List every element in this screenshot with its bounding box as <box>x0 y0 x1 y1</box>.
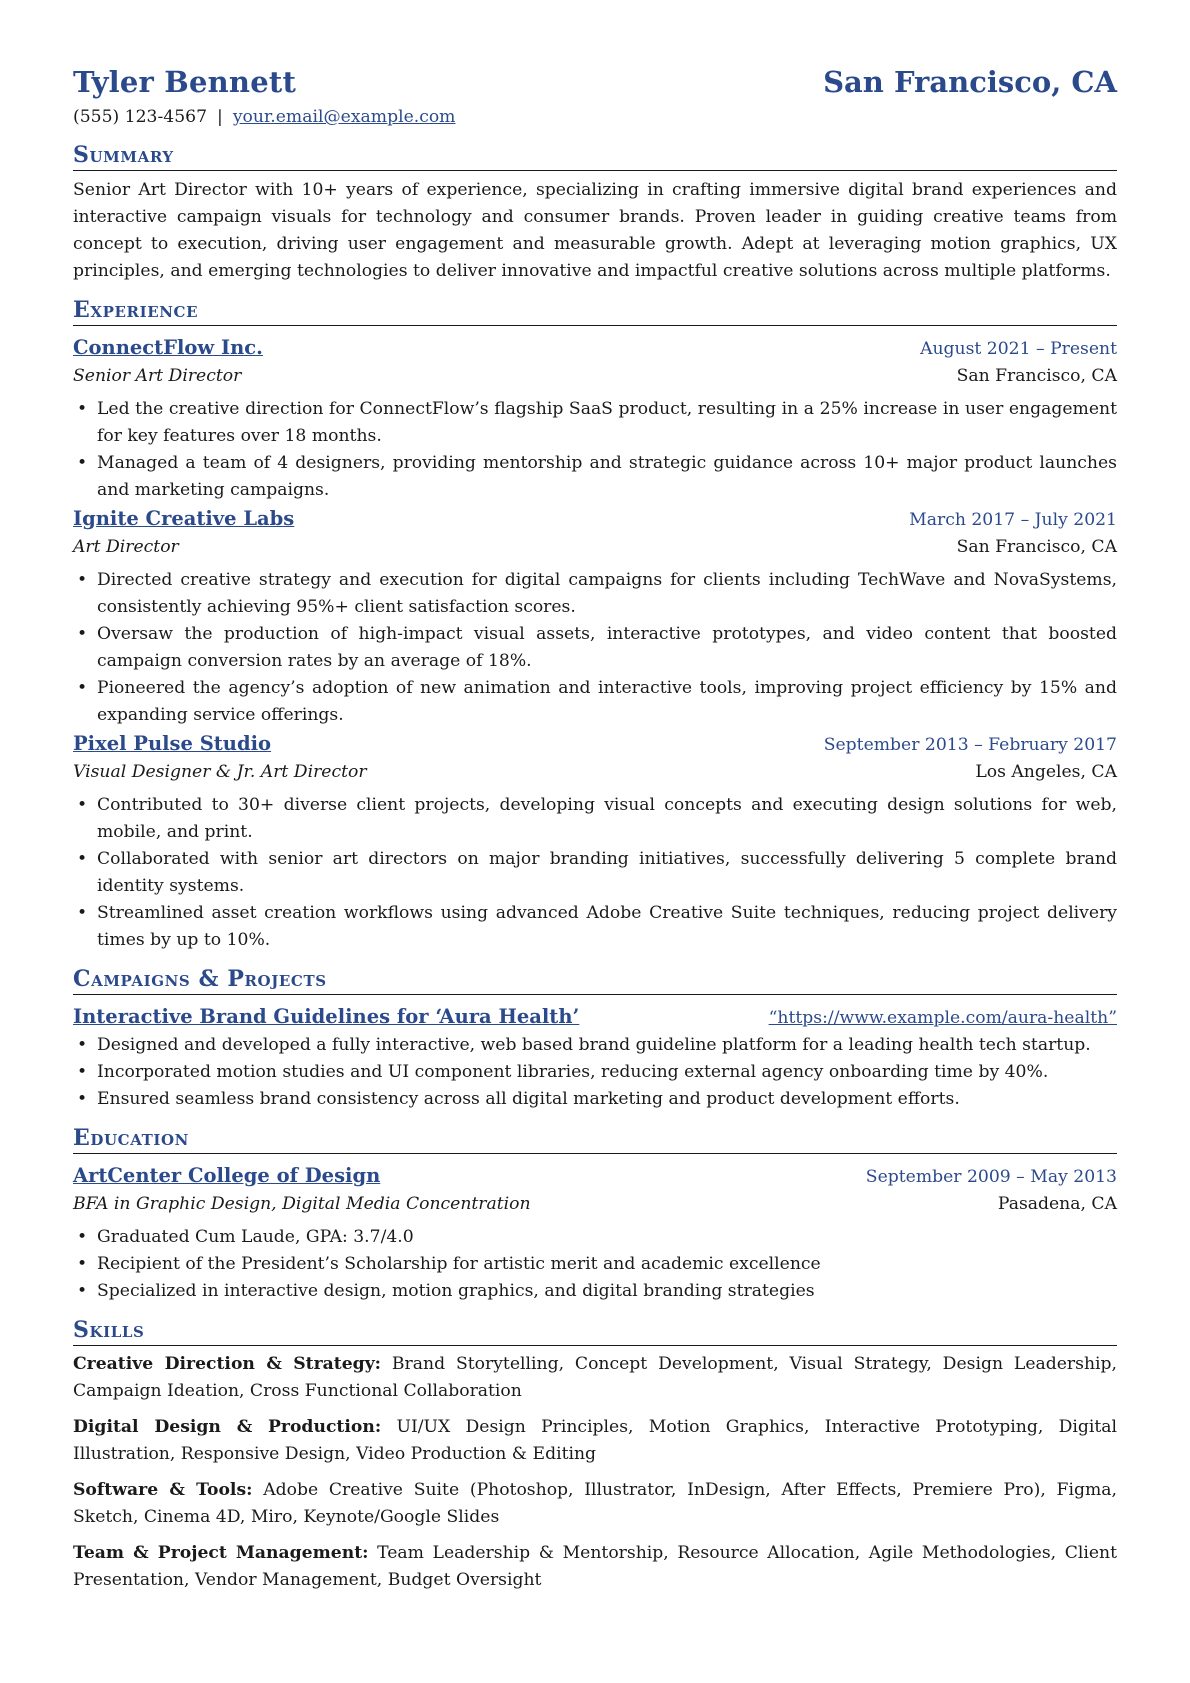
entry-subheading-row <box>73 534 1117 561</box>
entry-subheading-row <box>73 1191 1117 1218</box>
project-entry <box>73 1002 1117 1113</box>
section-title-education: Education <box>73 1123 1117 1154</box>
education-dates: September 2009 – May 2013 <box>865 1167 1117 1187</box>
job-location: San Francisco, CA <box>956 537 1117 557</box>
employment-dates: March 2017 – July 2021 <box>909 510 1117 530</box>
education-entry <box>73 1161 1117 1305</box>
entry-heading-row <box>73 1002 1117 1032</box>
entry-heading-row <box>73 504 1117 534</box>
job-location: Los Angeles, CA <box>975 762 1117 782</box>
skill-label: Team & Project Management: <box>73 1543 369 1563</box>
bullet-list <box>73 792 1117 954</box>
company-name[interactable]: ConnectFlow Inc. <box>73 336 263 359</box>
entry-subheading-row <box>73 759 1117 786</box>
bullet-list <box>73 1032 1117 1113</box>
list-item: • Designed and developed a fully interactive, web based brand guideline platform for a leading health tech startup. <box>97 1032 1117 1059</box>
degree: BFA in Graphic Design, Digital Media Concentration <box>73 1194 531 1214</box>
job-title: Senior Art Director <box>73 366 242 386</box>
contact-line <box>73 104 1117 130</box>
bullet-list <box>73 567 1117 729</box>
experience-entry <box>73 333 1117 504</box>
list-item: • Streamlined asset creation workflows using advanced Adobe Creative Suite techniques, reducing project delivery times by up to 10%. <box>97 900 1117 954</box>
skill-text: Brand Storytelling, Concept Development, Visual Strategy, Design Leadership, Campaign Ideation, Cross Functional Collaboration <box>73 1354 1117 1401</box>
list-item: • Graduated Cum Laude, GPA: 3.7/4.0 <box>97 1224 1117 1251</box>
project-title[interactable]: Interactive Brand Guidelines for ‘Aura Health’ <box>73 1005 580 1028</box>
list-item: • Ensured seamless brand consistency across all digital marketing and product development efforts. <box>97 1086 1117 1113</box>
school-location: Pasadena, CA <box>997 1194 1117 1214</box>
skill-group <box>73 1540 1117 1594</box>
project-link[interactable]: “https://www.example.com/aura-health” <box>768 1008 1117 1028</box>
list-item: • Contributed to 30+ diverse client projects, developing visual concepts and executing design solutions for web, mobile, and print. <box>97 792 1117 846</box>
phone-number: (555) 123-4567 <box>73 107 208 127</box>
skill-text: UI/UX Design Principles, Motion Graphics, Interactive Prototyping, Digital Illustration, Responsive Design, Video Production & Editing <box>73 1417 1118 1464</box>
list-item: • Oversaw the production of high-impact visual assets, interactive prototypes, and video content that boosted campaign conversion rates by an average of 18%. <box>97 621 1117 675</box>
list-item: • Incorporated motion studies and UI component libraries, reducing external agency onboarding time by 40%. <box>97 1059 1117 1086</box>
section-title-projects: Campaigns & Projects <box>73 964 1117 995</box>
skills-list <box>73 1351 1117 1594</box>
list-item: • Led the creative direction for ConnectFlow’s flagship SaaS product, resulting in a 25% increase in user engagement for key features over 18 months. <box>97 396 1117 450</box>
resume-header <box>73 62 1117 102</box>
contact-separator: | <box>217 107 223 127</box>
job-title: Visual Designer & Jr. Art Director <box>73 762 367 782</box>
section-title-summary: Summary <box>73 140 1117 171</box>
skill-group <box>73 1414 1117 1468</box>
employment-dates: September 2013 – February 2017 <box>823 735 1117 755</box>
entry-subheading-row <box>73 363 1117 390</box>
list-item: • Pioneered the agency’s adoption of new animation and interactive tools, improving project efficiency by 15% and expanding service offerings. <box>97 675 1117 729</box>
list-item: • Specialized in interactive design, motion graphics, and digital branding strategies <box>97 1278 1117 1305</box>
section-title-skills: Skills <box>73 1315 1117 1346</box>
entry-heading-row <box>73 729 1117 759</box>
company-name[interactable]: Ignite Creative Labs <box>73 507 295 530</box>
skill-label: Software & Tools: <box>73 1480 253 1500</box>
skill-group <box>73 1477 1117 1531</box>
list-item: • Collaborated with senior art directors on major branding initiatives, successfully delivering 5 complete brand identity systems. <box>97 846 1117 900</box>
bullet-list <box>73 1224 1117 1305</box>
email-link[interactable]: your.email@example.com <box>232 107 456 127</box>
school-name[interactable]: ArtCenter College of Design <box>73 1164 381 1187</box>
list-item: • Recipient of the President’s Scholarship for artistic merit and academic excellence <box>97 1251 1117 1278</box>
employment-dates: August 2021 – Present <box>920 339 1117 359</box>
section-title-experience: Experience <box>73 295 1117 326</box>
summary-text: Senior Art Director with 10+ years of experience, specializing in crafting immersive digital brand experiences and interactive campaign visuals for technology and consumer brands. Proven leader in guiding creative teams from concept to execution, driving user engagement and measurable growth. Adept at leveraging motion graphics, UX principles, and emerging technologies to deliver innovative and impactful creative solutions across multiple platforms. <box>73 180 1117 281</box>
list-item: • Directed creative strategy and execution for digital campaigns for clients including TechWave and NovaSystems, consistently achieving 95%+ client satisfaction scores. <box>97 567 1117 621</box>
entry-heading-row <box>73 333 1117 363</box>
skill-text: Adobe Creative Suite (Photoshop, Illustrator, InDesign, After Effects, Premiere Pro), Figma, Sketch, Cinema 4D, Miro, Keynote/Google Slides <box>73 1480 1117 1527</box>
candidate-location: San Francisco, CA <box>823 65 1117 99</box>
job-location: San Francisco, CA <box>956 366 1117 386</box>
list-item: • Managed a team of 4 designers, providing mentorship and strategic guidance across 10+ major product launches and marketing campaigns. <box>97 450 1117 504</box>
experience-entry <box>73 729 1117 954</box>
job-title: Art Director <box>73 537 179 557</box>
skill-label: Digital Design & Production: <box>73 1417 382 1437</box>
experience-entry <box>73 504 1117 729</box>
skill-group <box>73 1351 1117 1405</box>
skill-text: Team Leadership & Mentorship, Resource Allocation, Agile Methodologies, Client Presentation, Vendor Management, Budget Oversight <box>73 1543 1117 1590</box>
candidate-name: Tyler Bennett <box>73 65 297 99</box>
entry-heading-row <box>73 1161 1117 1191</box>
company-name[interactable]: Pixel Pulse Studio <box>73 732 272 755</box>
skill-label: Creative Direction & Strategy: <box>73 1354 382 1374</box>
bullet-list <box>73 396 1117 504</box>
